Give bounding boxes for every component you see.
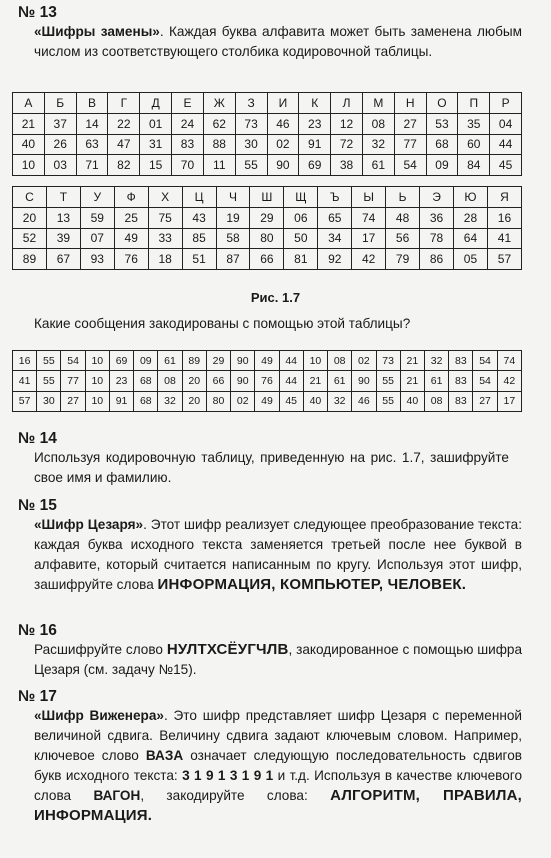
table-cell: 50 <box>284 228 318 249</box>
table-cell: 61 <box>424 371 448 391</box>
table-cell: 23 <box>109 371 133 391</box>
task-15-text <box>34 515 522 595</box>
table-cell: 54 <box>394 155 426 176</box>
table-cell: 20 <box>182 371 206 391</box>
table-cell: 57 <box>13 391 37 411</box>
task-17-shifts: 3 1 9 1 3 1 9 1 <box>182 768 274 783</box>
table-cell: 49 <box>255 351 279 371</box>
table-cell: М <box>362 93 394 114</box>
table-cell: 68 <box>134 371 158 391</box>
table-cell: Н <box>394 93 426 114</box>
table-cell: 06 <box>284 207 318 228</box>
task-15-number: № 15 <box>18 497 57 514</box>
code-table-row <box>13 113 522 134</box>
table-cell: 64 <box>453 228 487 249</box>
table-cell: Д <box>140 93 172 114</box>
task-13-text <box>34 22 522 62</box>
table-cell: 45 <box>279 391 303 411</box>
table-cell: 01 <box>140 113 172 134</box>
table-cell: 45 <box>490 155 522 176</box>
table-cell: 08 <box>362 113 394 134</box>
table-cell: 34 <box>318 228 352 249</box>
table-cell: 47 <box>108 134 140 155</box>
table-cell: Ы <box>352 187 386 208</box>
table-cell: 68 <box>134 391 158 411</box>
table-cell: 03 <box>44 155 76 176</box>
task-16-word: НУЛТХСЁУГЧЛВ <box>166 641 289 658</box>
table-cell: 61 <box>362 155 394 176</box>
table-cell: 77 <box>61 371 85 391</box>
table-cell: 90 <box>231 371 255 391</box>
table-cell: Я <box>487 187 521 208</box>
table-cell: 48 <box>386 207 420 228</box>
table-cell: 20 <box>13 207 47 228</box>
table-cell: 88 <box>203 134 235 155</box>
code-table-row <box>13 93 522 114</box>
table-cell: 19 <box>216 207 250 228</box>
code-table-row <box>13 207 522 228</box>
table-cell: 36 <box>420 207 454 228</box>
table-cell: 16 <box>13 351 37 371</box>
table-cell: 90 <box>231 351 255 371</box>
table-cell: 11 <box>203 155 235 176</box>
table-cell: 69 <box>299 155 331 176</box>
table-cell: 22 <box>108 113 140 134</box>
task-17-body-2: означает следующую последовательность сдвигов букв исходного текста: <box>34 748 523 783</box>
table-cell: 58 <box>216 228 250 249</box>
table-cell: 73 <box>235 113 267 134</box>
table-cell: Р <box>490 93 522 114</box>
table-cell: Э <box>420 187 454 208</box>
table-cell: 80 <box>206 391 230 411</box>
table-cell: 91 <box>109 391 133 411</box>
table-cell: 84 <box>458 155 490 176</box>
table-cell: И <box>267 93 299 114</box>
table-cell: 23 <box>299 113 331 134</box>
table-cell: 81 <box>284 249 318 270</box>
table-cell: 42 <box>497 371 521 391</box>
table-cell: 27 <box>473 391 497 411</box>
table-cell: 92 <box>318 249 352 270</box>
table-cell: 32 <box>328 391 352 411</box>
code-table-row <box>13 249 522 270</box>
table-cell: 08 <box>424 391 448 411</box>
table-cell: Г <box>108 93 140 114</box>
table-cell: 02 <box>267 134 299 155</box>
task-13-body: . Каждая буква алфавита может быть заменена любым числом из соответствующего столбика кодировочной таблицы. <box>34 24 522 59</box>
code-table-row <box>13 228 522 249</box>
task-17-text <box>34 706 522 826</box>
task-16-number: № 16 <box>18 622 57 639</box>
task-13-title: «Шифры замены» <box>34 24 160 39</box>
table-cell: 35 <box>458 113 490 134</box>
table-cell: 05 <box>453 249 487 270</box>
task-15-body: . Этот шифр реализует следующее преобразование текста: каждая буква исходного текста заменяется третьей после нее буквой в алфавите, который считается написанным по кругу. Используя этот шифр, зашифруйте слова <box>34 517 522 592</box>
table-cell: 91 <box>299 134 331 155</box>
table-cell: 08 <box>328 351 352 371</box>
table-cell: Б <box>44 93 76 114</box>
table-cell: З <box>235 93 267 114</box>
table-cell: 71 <box>76 155 108 176</box>
table-cell: 55 <box>37 351 61 371</box>
table-cell: 69 <box>109 351 133 371</box>
task-16-post: , закодированное с помощью шифра Цезаря (см. задачу №15). <box>34 642 523 677</box>
task-17-title: «Шифр Виженера» <box>34 708 164 723</box>
table-cell: Ь <box>386 187 420 208</box>
table-cell: К <box>299 93 331 114</box>
table-cell: Е <box>172 93 204 114</box>
table-cell: 39 <box>46 228 80 249</box>
table-cell: 10 <box>303 351 327 371</box>
table-cell: 51 <box>182 249 216 270</box>
table-cell: 09 <box>426 155 458 176</box>
table-cell: 02 <box>352 351 376 371</box>
table-cell: 44 <box>490 134 522 155</box>
table-cell: 38 <box>331 155 363 176</box>
table-cell: 14 <box>76 113 108 134</box>
table-cell: 77 <box>394 134 426 155</box>
table-cell: 32 <box>424 351 448 371</box>
table-cell: 15 <box>140 155 172 176</box>
task-17-key2: ВАГОН <box>93 788 141 803</box>
table-cell: 68 <box>426 134 458 155</box>
table-cell: 78 <box>420 228 454 249</box>
task-17-number: № 17 <box>18 688 57 705</box>
table-cell: 85 <box>182 228 216 249</box>
table-cell: П <box>458 93 490 114</box>
table-cell: 42 <box>352 249 386 270</box>
table-cell: 54 <box>473 371 497 391</box>
encoded-messages-table <box>12 350 522 412</box>
table-cell: 74 <box>497 351 521 371</box>
table-cell: 37 <box>44 113 76 134</box>
table-cell: С <box>13 187 47 208</box>
table-cell: 55 <box>37 371 61 391</box>
table-cell: А <box>13 93 45 114</box>
table-cell: 89 <box>182 351 206 371</box>
table-cell: 83 <box>449 351 473 371</box>
table-cell: Т <box>46 187 80 208</box>
table-cell: 44 <box>279 371 303 391</box>
table-cell: 13 <box>46 207 80 228</box>
table-cell: 66 <box>206 371 230 391</box>
table-cell: 65 <box>318 207 352 228</box>
table-cell: Ж <box>203 93 235 114</box>
task-15-words: ИНФОРМАЦИЯ, КОМПЬЮТЕР, ЧЕЛОВЕК. <box>157 576 467 593</box>
table-cell: 26 <box>44 134 76 155</box>
table-cell: 20 <box>182 391 206 411</box>
table-cell: 55 <box>376 391 400 411</box>
task-13-number: № 13 <box>18 4 57 21</box>
table-cell: 43 <box>182 207 216 228</box>
table-cell: В <box>76 93 108 114</box>
table-cell: 54 <box>61 351 85 371</box>
table-cell: 44 <box>279 351 303 371</box>
task-16-text <box>34 640 522 680</box>
task-14-text: Используя кодировочную таблицу, приведенную на рис. 1.7, зашифруйте свое имя и фамилию. <box>34 450 509 485</box>
table-cell: 02 <box>231 391 255 411</box>
table-cell: 21 <box>303 371 327 391</box>
table-cell: 29 <box>250 207 284 228</box>
table-cell: 16 <box>487 207 521 228</box>
table-cell: 83 <box>449 371 473 391</box>
table-cell: 10 <box>85 391 109 411</box>
table-cell: 30 <box>37 391 61 411</box>
table-cell: Щ <box>284 187 318 208</box>
table-cell: 32 <box>362 134 394 155</box>
table-cell: Ф <box>114 187 148 208</box>
table-cell: 90 <box>267 155 299 176</box>
table-cell: 17 <box>352 228 386 249</box>
table-cell: 73 <box>376 351 400 371</box>
table-cell: 49 <box>114 228 148 249</box>
table-cell: 59 <box>80 207 114 228</box>
table-cell: 10 <box>85 371 109 391</box>
table-cell: 61 <box>158 351 182 371</box>
table-cell: 49 <box>255 391 279 411</box>
table-cell: 09 <box>134 351 158 371</box>
table-cell: 27 <box>61 391 85 411</box>
table-cell: 10 <box>85 351 109 371</box>
table-cell: 93 <box>80 249 114 270</box>
table-cell: 18 <box>148 249 182 270</box>
table-cell: 80 <box>250 228 284 249</box>
table-cell: У <box>80 187 114 208</box>
task-17-words: АЛГОРИТМ, ПРАВИЛА, ИНФОРМАЦИЯ. <box>34 787 523 824</box>
code-table-row <box>13 134 522 155</box>
table-cell: 30 <box>235 134 267 155</box>
table-cell: 07 <box>80 228 114 249</box>
table-cell: 40 <box>400 391 424 411</box>
table-cell: 10 <box>13 155 45 176</box>
table-cell: 17 <box>497 391 521 411</box>
table-cell: 61 <box>328 371 352 391</box>
code-table-part1 <box>12 92 522 176</box>
task-17-key: ВАЗА <box>145 748 184 763</box>
task-16-pre: Расшифруйте слово <box>34 642 163 657</box>
code-table-row <box>13 155 522 176</box>
table-cell: Х <box>148 187 182 208</box>
table-cell: 21 <box>400 371 424 391</box>
table-cell: 86 <box>420 249 454 270</box>
encoded-message-row <box>13 351 522 371</box>
table-cell: 41 <box>487 228 521 249</box>
table-cell: 63 <box>76 134 108 155</box>
table-cell: 60 <box>458 134 490 155</box>
table-cell: 24 <box>172 113 204 134</box>
table-cell: 53 <box>426 113 458 134</box>
table-cell: 79 <box>386 249 420 270</box>
task-15-title: «Шифр Цезаря» <box>34 517 144 532</box>
table-cell: 41 <box>13 371 37 391</box>
table-cell: 40 <box>13 134 45 155</box>
task-17-body-4: , закодируйте слова: <box>140 788 308 803</box>
encoded-message-row <box>13 371 522 391</box>
table-cell: Ю <box>453 187 487 208</box>
code-table-row <box>13 187 522 208</box>
table-cell: 57 <box>487 249 521 270</box>
table-cell: 25 <box>114 207 148 228</box>
table-cell: 28 <box>453 207 487 228</box>
table-cell: 74 <box>352 207 386 228</box>
table-cell: Ш <box>250 187 284 208</box>
table-cell: 46 <box>267 113 299 134</box>
table-cell: 55 <box>376 371 400 391</box>
task-17-body-3: и т.д. Используя в качестве ключевого слова <box>34 768 523 803</box>
table-cell: 72 <box>331 134 363 155</box>
table-cell: 55 <box>235 155 267 176</box>
table-cell: 29 <box>206 351 230 371</box>
table-cell: 76 <box>114 249 148 270</box>
table-cell: Л <box>331 93 363 114</box>
table-cell: Ч <box>216 187 250 208</box>
table-cell: 31 <box>140 134 172 155</box>
table-cell: Ъ <box>318 187 352 208</box>
encoded-message-row <box>13 391 522 411</box>
table-cell: 62 <box>203 113 235 134</box>
table-cell: 70 <box>172 155 204 176</box>
table-cell: 46 <box>352 391 376 411</box>
table-cell: 89 <box>13 249 47 270</box>
table-cell: 12 <box>331 113 363 134</box>
table-cell: 82 <box>108 155 140 176</box>
figure-caption: Рис. 1.7 <box>250 290 301 305</box>
table-cell: 56 <box>386 228 420 249</box>
table-cell: 21 <box>13 113 45 134</box>
task-13-question: Какие сообщения закодированы с помощью этой таблицы? <box>34 316 411 331</box>
table-cell: 52 <box>13 228 47 249</box>
table-cell: 83 <box>172 134 204 155</box>
table-cell: 87 <box>216 249 250 270</box>
table-cell: 08 <box>158 371 182 391</box>
code-table-part2 <box>12 186 522 270</box>
table-cell: 32 <box>158 391 182 411</box>
table-cell: 54 <box>473 351 497 371</box>
table-cell: 40 <box>303 391 327 411</box>
table-cell: 75 <box>148 207 182 228</box>
table-cell: 66 <box>250 249 284 270</box>
table-cell: 76 <box>255 371 279 391</box>
table-cell: 27 <box>394 113 426 134</box>
table-cell: 67 <box>46 249 80 270</box>
table-cell: 04 <box>490 113 522 134</box>
table-cell: 83 <box>449 391 473 411</box>
table-cell: 33 <box>148 228 182 249</box>
table-cell: 21 <box>400 351 424 371</box>
task-14-number: № 14 <box>18 430 57 447</box>
table-cell: Ц <box>182 187 216 208</box>
table-cell: О <box>426 93 458 114</box>
task-17-body-1: . Это шифр представляет шифр Цезаря с переменной величиной сдвига. Величину сдвига задают ключевым словом. Например, ключевое слово <box>34 708 522 763</box>
table-cell: 90 <box>352 371 376 391</box>
